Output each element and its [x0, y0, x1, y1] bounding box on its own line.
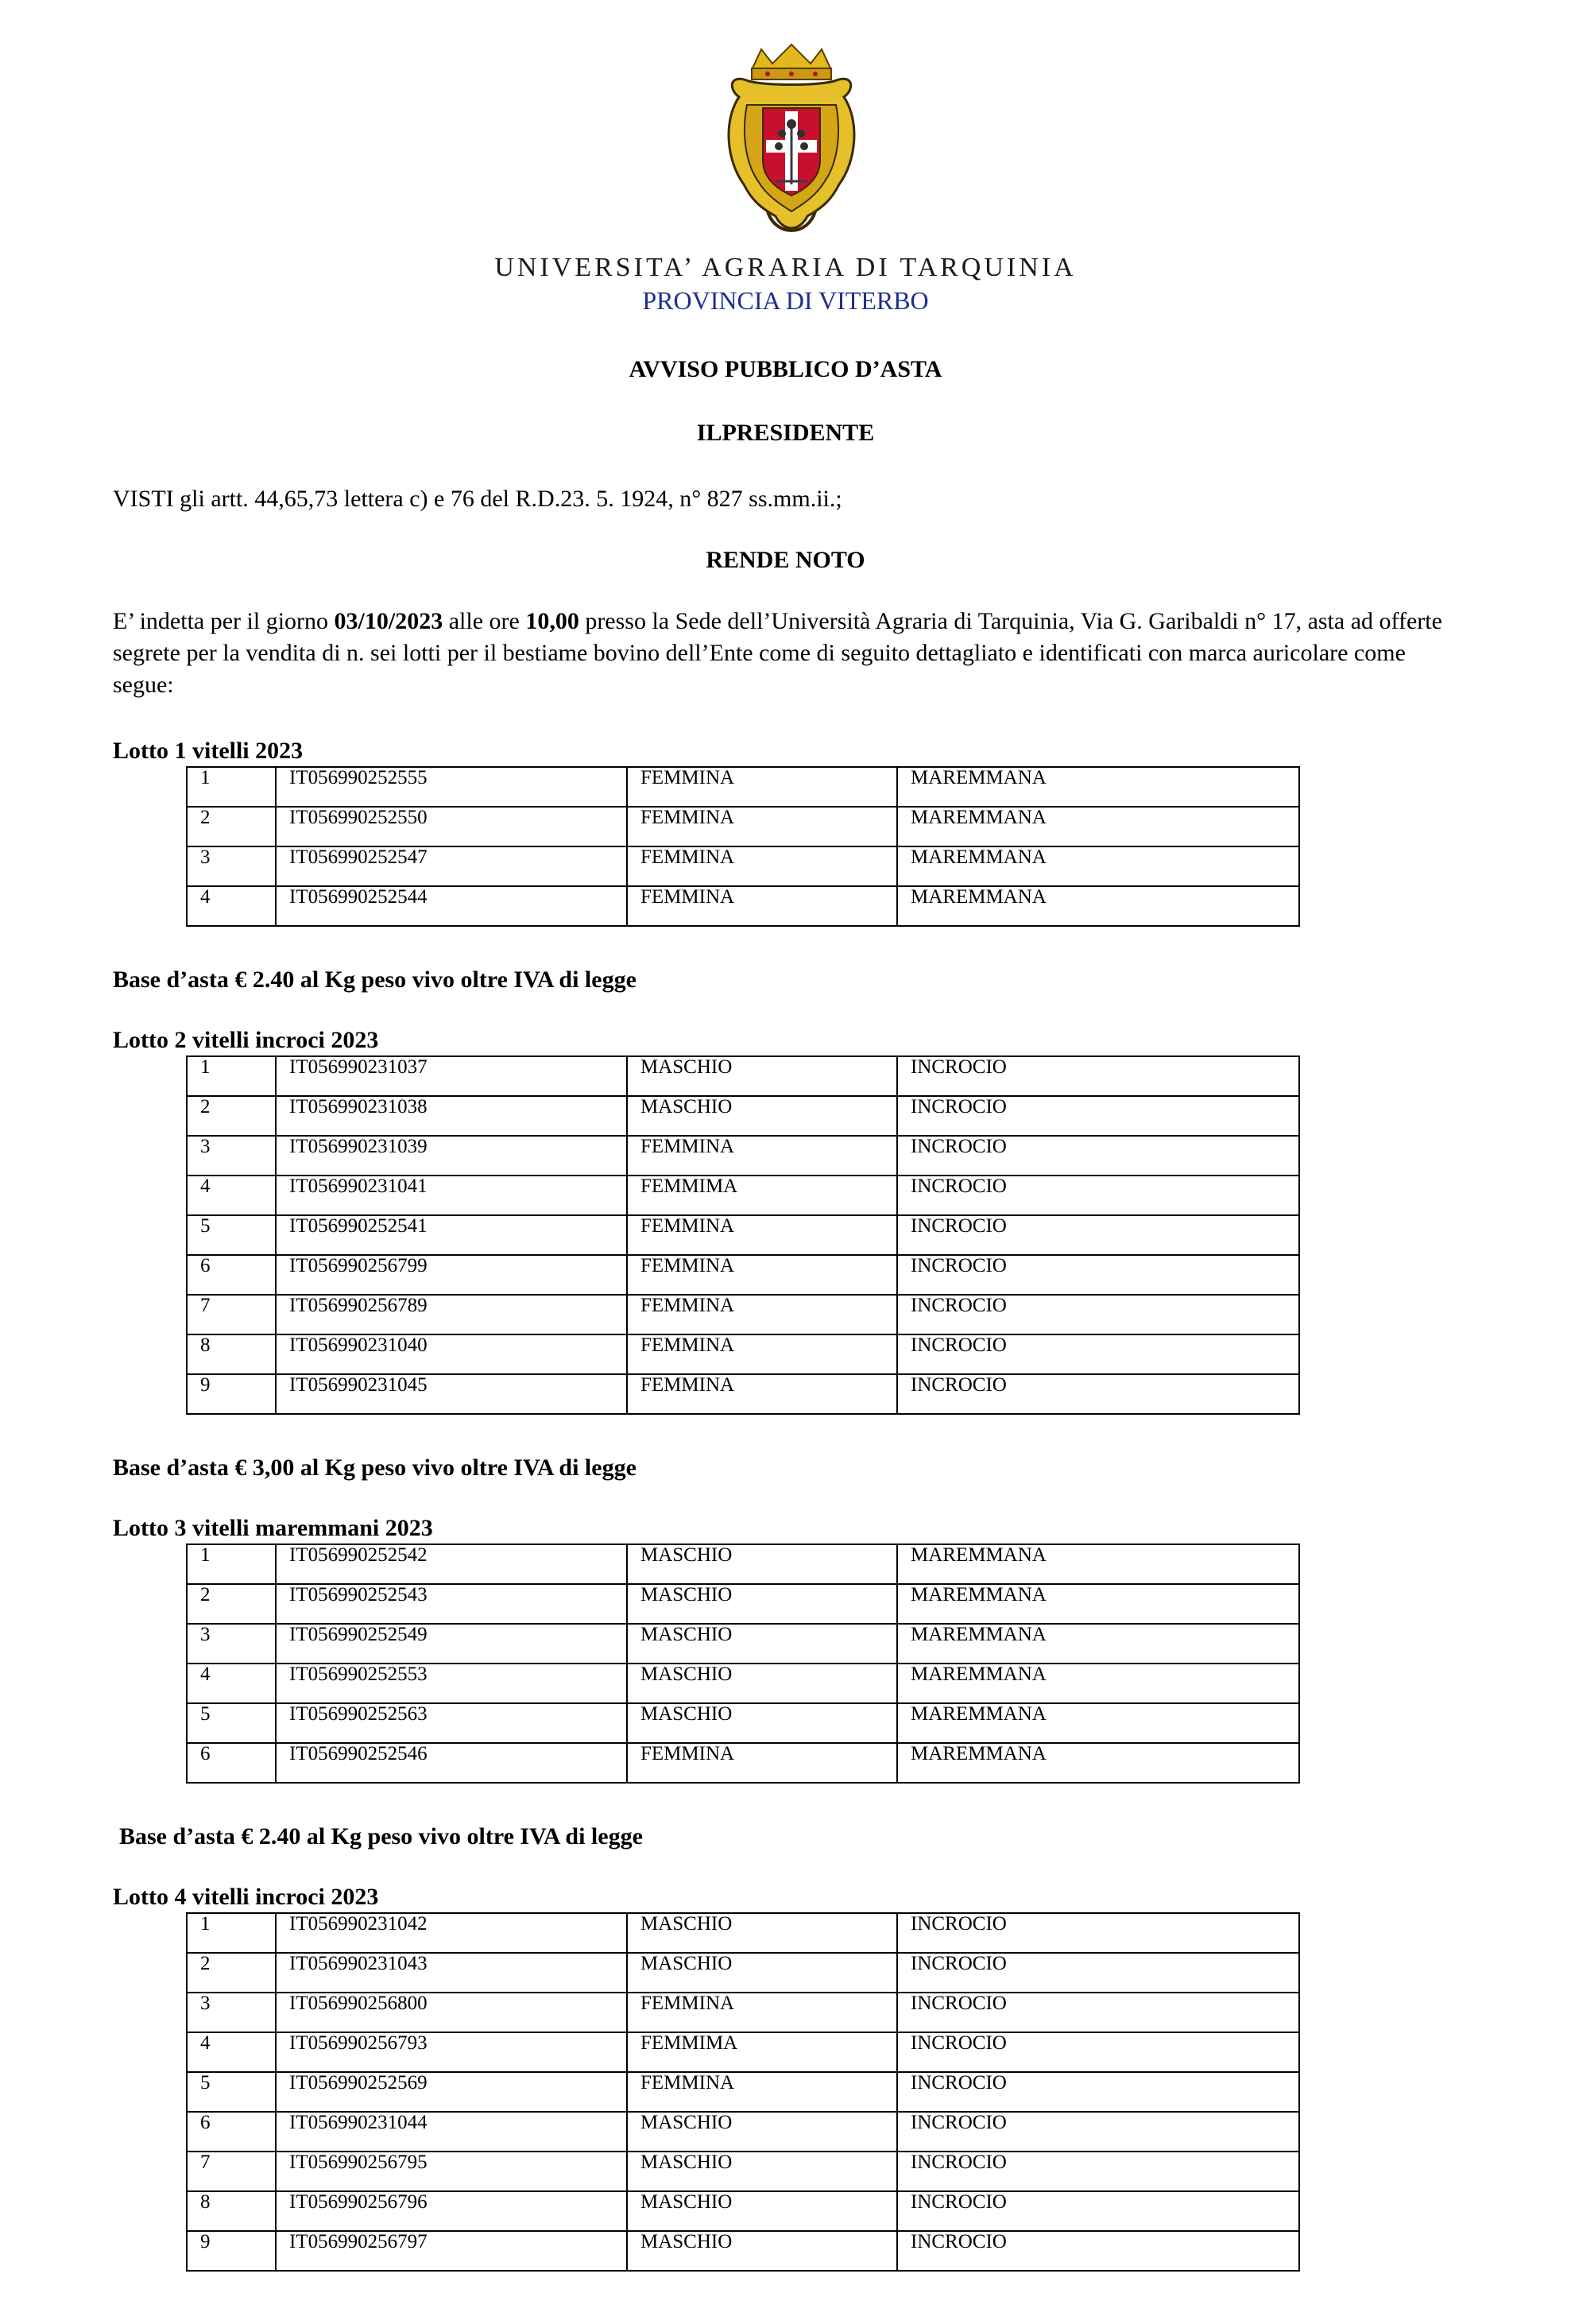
- table-row: [187, 1215, 1299, 1255]
- ear-tag-cell: IT056990252547: [276, 846, 627, 886]
- row-number-cell: 4: [187, 1664, 276, 1703]
- sex-cell: MASCHIO: [627, 1664, 897, 1703]
- table-row: [187, 1136, 1299, 1176]
- row-number-cell: 4: [187, 886, 276, 926]
- breed-cell: MAREMMANA: [897, 1664, 1299, 1703]
- breed-cell: MAREMMANA: [897, 1743, 1299, 1783]
- auction-time: 10,00: [525, 608, 579, 634]
- lot-2-table: [186, 1055, 1300, 1415]
- row-number-cell: 8: [187, 1334, 276, 1374]
- sex-cell: FEMMINA: [627, 1255, 897, 1295]
- ear-tag-cell: IT056990252550: [276, 807, 627, 846]
- table-row: [187, 2231, 1299, 2271]
- sex-cell: FEMMINA: [627, 1743, 897, 1783]
- table-row: [187, 1913, 1299, 1953]
- breed-cell: INCROCIO: [897, 1953, 1299, 1993]
- sex-cell: MASCHIO: [627, 1703, 897, 1743]
- breed-cell: INCROCIO: [897, 1056, 1299, 1096]
- breed-cell: INCROCIO: [897, 2191, 1299, 2231]
- sex-cell: MASCHIO: [627, 1953, 897, 1993]
- table-row: [187, 2112, 1299, 2152]
- row-number-cell: 7: [187, 1295, 276, 1334]
- ear-tag-cell: IT056990252553: [276, 1664, 627, 1703]
- table-row: [187, 807, 1299, 846]
- table-row: [187, 846, 1299, 886]
- ear-tag-cell: IT056990252546: [276, 1743, 627, 1783]
- sex-cell: MASCHIO: [627, 1913, 897, 1953]
- sex-cell: FEMMINA: [627, 767, 897, 807]
- sex-cell: FEMMINA: [627, 1295, 897, 1334]
- ear-tag-cell: IT056990256797: [276, 2231, 627, 2271]
- row-number-cell: 1: [187, 1056, 276, 1096]
- table-row: [187, 1544, 1299, 1584]
- coat-of-arms-icon: [720, 41, 863, 248]
- sex-cell: FEMMINA: [627, 886, 897, 926]
- breed-cell: INCROCIO: [897, 2112, 1299, 2152]
- breed-cell: INCROCIO: [897, 1215, 1299, 1255]
- row-number-cell: 8: [187, 2191, 276, 2231]
- breed-cell: INCROCIO: [897, 1374, 1299, 1414]
- ear-tag-cell: IT056990231042: [276, 1913, 627, 1953]
- row-number-cell: 9: [187, 1374, 276, 1414]
- sex-cell: FEMMINA: [627, 2072, 897, 2112]
- rende-noto-heading: RENDE NOTO: [706, 547, 865, 573]
- ear-tag-cell: IT056990256799: [276, 1255, 627, 1295]
- row-number-cell: 2: [187, 1584, 276, 1624]
- breed-cell: INCROCIO: [897, 2152, 1299, 2191]
- auction-date: 03/10/2023: [334, 608, 443, 634]
- ear-tag-cell: IT056990231041: [276, 1176, 627, 1215]
- president-heading: ILPRESIDENTE: [696, 420, 875, 446]
- sex-cell: MASCHIO: [627, 1584, 897, 1624]
- sex-cell: MASCHIO: [627, 2152, 897, 2191]
- visti-paragraph: VISTI gli artt. 44,65,73 lettera c) e 76 del R.D.23. 5. 1924, n° 827 ss.mm.ii.;: [113, 486, 842, 512]
- breed-cell: MAREMMANA: [897, 846, 1299, 886]
- lot-2-base-price: Base d’asta € 3,00 al Kg peso vivo oltre IVA di legge: [113, 1454, 637, 1481]
- table-row: [187, 1743, 1299, 1783]
- ear-tag-cell: IT056990252555: [276, 767, 627, 807]
- row-number-cell: 1: [187, 1544, 276, 1584]
- notice-title: AVVISO PUBBLICO D’ASTA: [629, 356, 942, 382]
- ear-tag-cell: IT056990256796: [276, 2191, 627, 2231]
- breed-cell: INCROCIO: [897, 1255, 1299, 1295]
- row-number-cell: 7: [187, 2152, 276, 2191]
- row-number-cell: 3: [187, 1993, 276, 2032]
- lot-3-table: [186, 1544, 1300, 1784]
- breed-cell: INCROCIO: [897, 1913, 1299, 1953]
- ear-tag-cell: IT056990256800: [276, 1993, 627, 2032]
- sex-cell: FEMMINA: [627, 1993, 897, 2032]
- breed-cell: INCROCIO: [897, 1136, 1299, 1176]
- sex-cell: MASCHIO: [627, 1056, 897, 1096]
- row-number-cell: 2: [187, 1953, 276, 1993]
- breed-cell: INCROCIO: [897, 1176, 1299, 1215]
- row-number-cell: 3: [187, 1624, 276, 1664]
- ear-tag-cell: IT056990252544: [276, 886, 627, 926]
- row-number-cell: 6: [187, 1743, 276, 1783]
- ear-tag-cell: IT056990231039: [276, 1136, 627, 1176]
- sex-cell: MASCHIO: [627, 2231, 897, 2271]
- row-number-cell: 6: [187, 1255, 276, 1295]
- row-number-cell: 5: [187, 1703, 276, 1743]
- ear-tag-cell: IT056990252541: [276, 1215, 627, 1255]
- lot-4-table: [186, 1912, 1300, 2272]
- ear-tag-cell: IT056990231045: [276, 1374, 627, 1414]
- breed-cell: MAREMMANA: [897, 1703, 1299, 1743]
- row-number-cell: 2: [187, 1096, 276, 1136]
- sex-cell: FEMMINA: [627, 1374, 897, 1414]
- ear-tag-cell: IT056990256793: [276, 2032, 627, 2072]
- breed-cell: MAREMMANA: [897, 1584, 1299, 1624]
- sex-cell: FEMMINA: [627, 846, 897, 886]
- table-row: [187, 1255, 1299, 1295]
- row-number-cell: 4: [187, 1176, 276, 1215]
- ear-tag-cell: IT056990231038: [276, 1096, 627, 1136]
- breed-cell: INCROCIO: [897, 1993, 1299, 2032]
- institution-name: UNIVERSITA’ AGRARIA DI TARQUINIA: [494, 253, 1077, 282]
- table-row: [187, 767, 1299, 807]
- ear-tag-cell: IT056990252563: [276, 1703, 627, 1743]
- breed-cell: INCROCIO: [897, 1334, 1299, 1374]
- row-number-cell: 3: [187, 846, 276, 886]
- table-row: [187, 1664, 1299, 1703]
- intro-paragraph: E’ indetta per il giorno 03/10/2023 alle ore 10,00 presso la Sede dell’Università Agraria di Tarquinia, Via G. Garibaldi n° 17, asta ad offerte segrete per la vendita di n. sei lotti per il bestiame bovino dell’Ente come di seguito dettagliato e identificati con marca auricolare come segue:: [113, 608, 1442, 698]
- breed-cell: INCROCIO: [897, 2231, 1299, 2271]
- breed-cell: MAREMMANA: [897, 1544, 1299, 1584]
- table-row: [187, 2072, 1299, 2112]
- table-row: [187, 1584, 1299, 1624]
- table-row: [187, 1374, 1299, 1414]
- sex-cell: FEMMINA: [627, 1334, 897, 1374]
- table-row: [187, 2191, 1299, 2231]
- row-number-cell: 3: [187, 1136, 276, 1176]
- ear-tag-cell: IT056990256789: [276, 1295, 627, 1334]
- row-number-cell: 4: [187, 2032, 276, 2072]
- row-number-cell: 2: [187, 807, 276, 846]
- breed-cell: INCROCIO: [897, 1096, 1299, 1136]
- ear-tag-cell: IT056990252543: [276, 1584, 627, 1624]
- table-row: [187, 1624, 1299, 1664]
- table-row: [187, 1993, 1299, 2032]
- row-number-cell: 6: [187, 2112, 276, 2152]
- lot-3-base-price: Base d’asta € 2.40 al Kg peso vivo oltre IVA di legge: [119, 1823, 643, 1850]
- sex-cell: MASCHIO: [627, 1624, 897, 1664]
- table-row: [187, 1703, 1299, 1743]
- sex-cell: MASCHIO: [627, 1096, 897, 1136]
- lot-2-title: Lotto 2 vitelli incroci 2023: [113, 1027, 379, 1053]
- table-row: [187, 1334, 1299, 1374]
- table-row: [187, 2152, 1299, 2191]
- breed-cell: INCROCIO: [897, 2072, 1299, 2112]
- table-row: [187, 1056, 1299, 1096]
- breed-cell: INCROCIO: [897, 1295, 1299, 1334]
- row-number-cell: 5: [187, 2072, 276, 2112]
- sex-cell: FEMMIMA: [627, 1176, 897, 1215]
- ear-tag-cell: IT056990252549: [276, 1624, 627, 1664]
- breed-cell: MAREMMANA: [897, 1624, 1299, 1664]
- row-number-cell: 9: [187, 2231, 276, 2271]
- lot-4-title: Lotto 4 vitelli incroci 2023: [113, 1884, 379, 1910]
- breed-cell: MAREMMANA: [897, 807, 1299, 846]
- breed-cell: MAREMMANA: [897, 886, 1299, 926]
- lot-1-table: [186, 766, 1300, 927]
- table-row: [187, 1295, 1299, 1334]
- sex-cell: FEMMINA: [627, 1215, 897, 1255]
- sex-cell: MASCHIO: [627, 2191, 897, 2231]
- row-number-cell: 1: [187, 1913, 276, 1953]
- sex-cell: FEMMINA: [627, 1136, 897, 1176]
- sex-cell: FEMMIMA: [627, 2032, 897, 2072]
- sex-cell: MASCHIO: [627, 2112, 897, 2152]
- ear-tag-cell: IT056990252569: [276, 2072, 627, 2112]
- row-number-cell: 1: [187, 767, 276, 807]
- breed-cell: INCROCIO: [897, 2032, 1299, 2072]
- lot-1-title: Lotto 1 vitelli 2023: [113, 738, 304, 764]
- sex-cell: MASCHIO: [627, 1544, 897, 1584]
- table-row: [187, 2032, 1299, 2072]
- table-row: [187, 1176, 1299, 1215]
- ear-tag-cell: IT056990256795: [276, 2152, 627, 2191]
- table-row: [187, 1953, 1299, 1993]
- ear-tag-cell: IT056990252542: [276, 1544, 627, 1584]
- row-number-cell: 5: [187, 1215, 276, 1255]
- province-name: PROVINCIA DI VITERBO: [642, 286, 929, 315]
- table-row: [187, 1096, 1299, 1136]
- lot-3-title: Lotto 3 vitelli maremmani 2023: [113, 1515, 433, 1541]
- table-row: [187, 886, 1299, 926]
- ear-tag-cell: IT056990231044: [276, 2112, 627, 2152]
- sex-cell: FEMMINA: [627, 807, 897, 846]
- ear-tag-cell: IT056990231043: [276, 1953, 627, 1993]
- lot-1-base-price: Base d’asta € 2.40 al Kg peso vivo oltre IVA di legge: [113, 966, 637, 993]
- ear-tag-cell: IT056990231037: [276, 1056, 627, 1096]
- breed-cell: MAREMMANA: [897, 767, 1299, 807]
- ear-tag-cell: IT056990231040: [276, 1334, 627, 1374]
